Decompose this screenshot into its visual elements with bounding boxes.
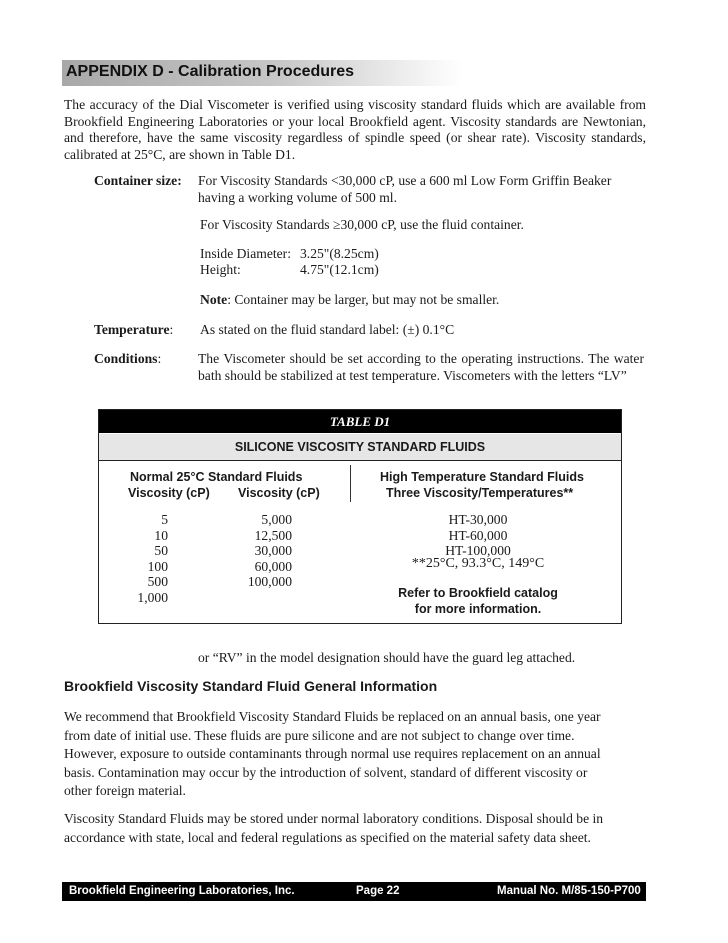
temperature-label	[94, 322, 173, 338]
note-label: Note	[200, 292, 228, 307]
table-cell: HT-60,000	[448, 527, 508, 543]
container-line-1: For Viscosity Standards <30,000 cP, use a 600 ml Low Form Griffin Beaker	[198, 173, 612, 188]
section-title: Brookfield Viscosity Standard Fluid General Information	[64, 678, 438, 694]
paragraph-line: accordance with state, local and federal regulations as specified on the material safety data sheet.	[64, 829, 591, 845]
container-line-3: For Viscosity Standards ≥30,000 cP, use the fluid container.	[200, 217, 524, 232]
conditions-colon: :	[157, 351, 162, 366]
table-cell: 30,000	[254, 543, 292, 558]
footer-page-number: Page 22	[356, 885, 400, 897]
general-paragraph-2	[64, 810, 644, 847]
conditions-label-text: Conditions	[94, 351, 158, 366]
intro-line: Brookfield Engineering Laboratories or your local Brookfield agent. Viscosity standards are Newtonian,	[64, 113, 646, 129]
right-column-subheading: Three Viscosity/Temperatures**	[386, 486, 574, 500]
temperature-text: As stated on the fluid standard label: (±) 0.1°C	[200, 322, 455, 337]
table-cell: 5,000	[261, 512, 292, 527]
table-cell: 60,000	[254, 558, 292, 574]
paragraph-line: other foreign material.	[64, 783, 186, 798]
general-paragraph-1	[64, 708, 644, 801]
intro-paragraph	[64, 97, 646, 163]
table-cell: 5	[161, 512, 168, 527]
table-cell: HT-30,000	[448, 512, 508, 527]
temperature-colon: :	[169, 322, 174, 337]
dimension-value-height: 4.75"(12.1cm)	[300, 262, 379, 277]
paragraph-line: We recommend that Brookfield Viscosity Standard Fluids be replaced on an annual basis, one year	[64, 709, 601, 724]
paragraph-line: basis. Contamination may occur by the introduction of solvent, standard of different viscosity or	[64, 764, 588, 780]
container-size-label: Container size:	[94, 173, 182, 188]
high-temp-fluids-list	[400, 512, 556, 559]
viscosity-column-2	[230, 512, 292, 590]
column-divider	[350, 465, 351, 502]
conditions-label	[94, 351, 161, 367]
column-heading-viscosity-2: Viscosity (cP)	[238, 486, 320, 500]
footer-manual-number: Manual No. M/85-150-P700	[497, 885, 641, 897]
conditions-line-3: or “RV” in the model designation should have the guard leg attached.	[198, 650, 576, 665]
refer-catalog-line-2: for more information.	[414, 602, 542, 616]
table-cell: 50	[154, 543, 168, 558]
container-line-2: having a working volume of 500 ml.	[198, 190, 397, 205]
table-cell: 1,000	[137, 589, 168, 605]
table-cell: 100,000	[247, 574, 292, 589]
table-cell: 500	[147, 574, 168, 589]
table-cell: 100	[147, 558, 168, 574]
table-cell: 12,500	[254, 527, 292, 543]
intro-line: The accuracy of the Dial Viscometer is verified using viscosity standard fluids which are available from	[64, 97, 646, 112]
viscosity-column-1	[120, 512, 168, 605]
table-title: TABLE D1	[99, 410, 621, 433]
column-heading-viscosity-1: Viscosity (cP)	[128, 486, 210, 500]
note-text: : Container may be larger, but may not be smaller.	[227, 292, 500, 307]
table-subtitle: SILICONE VISCOSITY STANDARD FLUIDS	[99, 434, 621, 461]
table-cell: 10	[154, 527, 168, 543]
container-note	[200, 291, 499, 308]
conditions-line-2: bath should be stabilized at test temperature. Viscometers with the letters “LV”	[198, 368, 627, 383]
dimension-label-height: Height:	[200, 262, 241, 277]
paragraph-line: However, exposure to outside contaminants through normal use requires replacement on an annual	[64, 746, 601, 761]
right-column-heading: High Temperature Standard Fluids	[380, 470, 584, 484]
footer-bar	[62, 882, 646, 901]
paragraph-line: Viscosity Standard Fluids may be stored under normal laboratory conditions. Disposal should be in	[64, 811, 604, 826]
intro-line: calibrated at 25°C, are shown in Table D1.	[64, 146, 296, 162]
refer-catalog-line-1: Refer to Brookfield catalog	[398, 586, 558, 600]
table-cell: HT-100,000	[445, 543, 511, 558]
footer-company: Brookfield Engineering Laboratories, Inc.	[69, 885, 295, 897]
dimension-value-diameter: 3.25"(8.25cm)	[300, 246, 379, 261]
dimension-label-diameter: Inside Diameter:	[200, 246, 291, 261]
left-column-heading: Normal 25°C Standard Fluids	[130, 470, 303, 484]
page-title: APPENDIX D - Calibration Procedures	[66, 63, 355, 80]
conditions-line-1: The Viscometer should be set according to the operating instructions. The water	[198, 351, 644, 366]
temperatures: **25°C, 93.3°C, 149°C	[411, 556, 545, 571]
intro-line: and therefore, have the same viscosity regardless of spindle speed (or shear rate). Viscosity standards,	[64, 130, 646, 145]
paragraph-line: from date of initial use. These fluids are pure silicone and are not subject to change over time.	[64, 727, 575, 743]
temperature-label-text: Temperature	[94, 322, 170, 337]
